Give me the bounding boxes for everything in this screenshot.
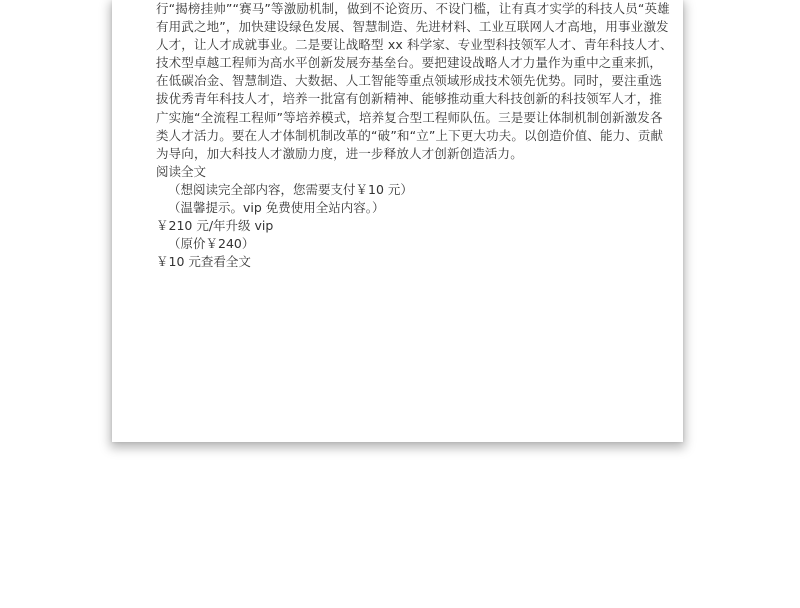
article-line: 人才，让人才成就事业。二是要让战略型 xx 科学家、专业型科技领军人才、青年科技人才、 bbox=[156, 37, 673, 53]
article-line: 有用武之地”，加快建设绿色发展、智慧制造、先进材料、工业互联网人才高地，用事业激发 bbox=[156, 19, 669, 35]
article-line: 行“揭榜挂帅”“赛马”等激励机制，做到不论资历、不设门槛，让有真才实学的科技人员“英雄 bbox=[156, 1, 670, 16]
vip-tip: （温馨提示。vip 免费使用全站内容。） bbox=[168, 200, 385, 216]
article-line: 类人才活力。要在人才体制机制改革的“破”和“立”上下更大功夫。以创造价值、能力、贡献 bbox=[156, 127, 664, 143]
article-line: 为导向，加大科技人才激励力度，进一步释放人才创新创造活力。 bbox=[156, 145, 523, 161]
pay-notice: （想阅读完全部内容，您需要支付￥10 元） bbox=[168, 181, 413, 197]
article-line: 广实施“全流程工程师”等培养模式，培养复合型工程师队伍。三是要让体制机制创新激发各 bbox=[156, 109, 663, 125]
article-line: 在低碳冶金、智慧制造、大数据、人工智能等重点领域形成技术领先优势。同时，要注重选 bbox=[156, 73, 663, 89]
vip-upgrade-link[interactable]: ￥210 元/年升级 vip bbox=[156, 218, 274, 234]
read-full-link[interactable]: 阅读全文 bbox=[156, 163, 207, 179]
article-line: 技术型卓越工程师为高水平创新发展夯基垒台。要把建设战略人才力量作为重中之重来抓， bbox=[156, 55, 663, 71]
article-line: 拔优秀青年科技人才，培养一批富有创新精神、能够推动重大科技创新的科技领军人才，推 bbox=[156, 91, 663, 107]
pay-view-full-link[interactable]: ￥10 元查看全文 bbox=[156, 254, 251, 270]
article-paragraph bbox=[156, 0, 673, 163]
document-page bbox=[112, 0, 683, 442]
document-content bbox=[156, 0, 673, 271]
original-price: （原价￥240） bbox=[168, 236, 255, 252]
